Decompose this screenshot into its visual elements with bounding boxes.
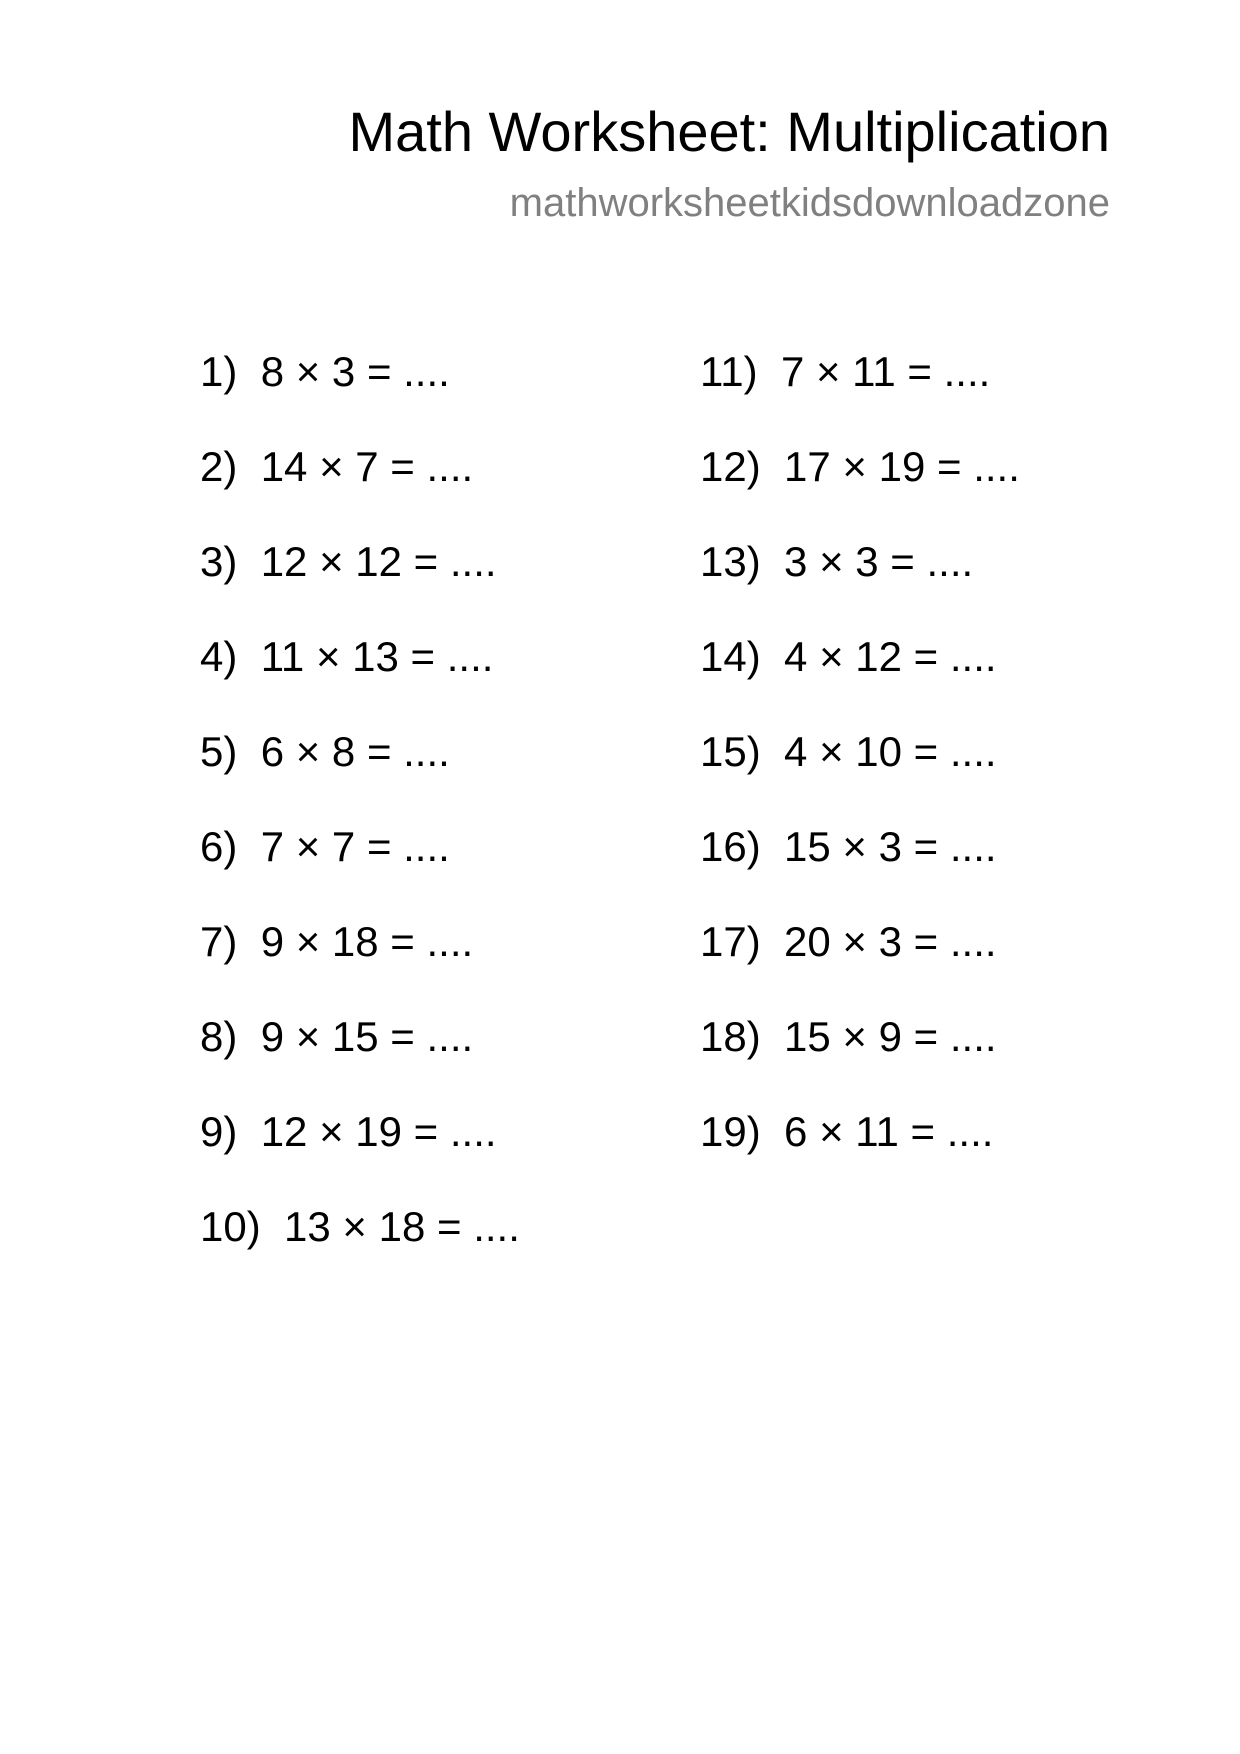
problem-expression: 7 × 7 = ....	[260, 823, 450, 870]
problem-number: 13 )	[700, 537, 784, 587]
page-title: Math Worksheet: Multiplication	[348, 100, 1110, 163]
problem-item	[200, 1012, 520, 1107]
problem-item	[700, 727, 1020, 822]
problem-expression: 12 × 12 = ....	[260, 538, 497, 585]
problem-number: 10 )	[200, 1202, 284, 1252]
problem-number: 6 )	[200, 822, 261, 872]
problem-expression: 6 × 8 = ....	[260, 728, 450, 775]
problem-expression: 7 × 11 = ....	[780, 348, 991, 395]
problem-number: 3 )	[200, 537, 261, 587]
problem-item	[700, 442, 1020, 537]
problem-number: 9 )	[200, 1107, 261, 1157]
problem-item	[200, 442, 520, 537]
problem-expression: 9 × 15 = ....	[260, 1013, 474, 1060]
problem-expression: 14 × 7 = ....	[260, 443, 474, 490]
problem-expression: 9 × 18 = ....	[260, 918, 474, 965]
problem-expression: 4 × 10 = ....	[784, 728, 997, 775]
problem-expression: 13 × 18 = ....	[284, 1203, 520, 1250]
page-subtitle: mathworksheetkidsdownloadzone	[509, 181, 1110, 226]
problem-expression: 17 × 19 = ....	[784, 443, 1020, 490]
problem-list-left	[200, 347, 520, 1297]
problem-number: 11 )	[700, 347, 781, 397]
problem-number: 1 )	[200, 347, 261, 397]
problem-expression: 20 × 3 = ....	[784, 918, 997, 965]
problem-number: 16 )	[700, 822, 784, 872]
problem-item	[200, 727, 520, 822]
problem-item	[200, 1202, 520, 1297]
problem-item	[700, 537, 1020, 632]
problem-expression: 3 × 3 = ....	[784, 538, 974, 585]
problem-item	[200, 1107, 520, 1202]
problem-number: 15 )	[700, 727, 784, 777]
problem-expression: 4 × 12 = ....	[784, 633, 997, 680]
problem-item	[200, 632, 520, 727]
problem-number: 2 )	[200, 442, 261, 492]
problem-number: 5 )	[200, 727, 261, 777]
problem-number: 14 )	[700, 632, 784, 682]
problem-number: 8 )	[200, 1012, 261, 1062]
problem-expression: 11 × 13 = ....	[260, 633, 494, 680]
problem-expression: 15 × 3 = ....	[784, 823, 997, 870]
problem-number: 12 )	[700, 442, 784, 492]
problem-item	[700, 632, 1020, 727]
problem-number: 4 )	[200, 632, 261, 682]
problem-item	[700, 917, 1020, 1012]
problem-number: 17 )	[700, 917, 784, 967]
problem-item	[700, 822, 1020, 917]
worksheet-header	[349, 98, 1111, 227]
problem-expression: 15 × 9 = ....	[784, 1013, 997, 1060]
problem-list-right	[700, 347, 1020, 1202]
problem-item	[700, 1107, 1020, 1202]
problem-number: 7 )	[200, 917, 261, 967]
problem-item	[200, 537, 520, 632]
problem-item	[700, 347, 1020, 442]
problem-expression: 6 × 11 = ....	[784, 1108, 994, 1155]
problem-expression: 8 × 3 = ....	[260, 348, 450, 395]
problem-item	[200, 347, 520, 442]
problem-item	[700, 1012, 1020, 1107]
problem-number: 19 )	[700, 1107, 784, 1157]
problem-item	[200, 822, 520, 917]
problem-expression: 12 × 19 = ....	[260, 1108, 497, 1155]
problem-number: 18 )	[700, 1012, 784, 1062]
problem-item	[200, 917, 520, 1012]
